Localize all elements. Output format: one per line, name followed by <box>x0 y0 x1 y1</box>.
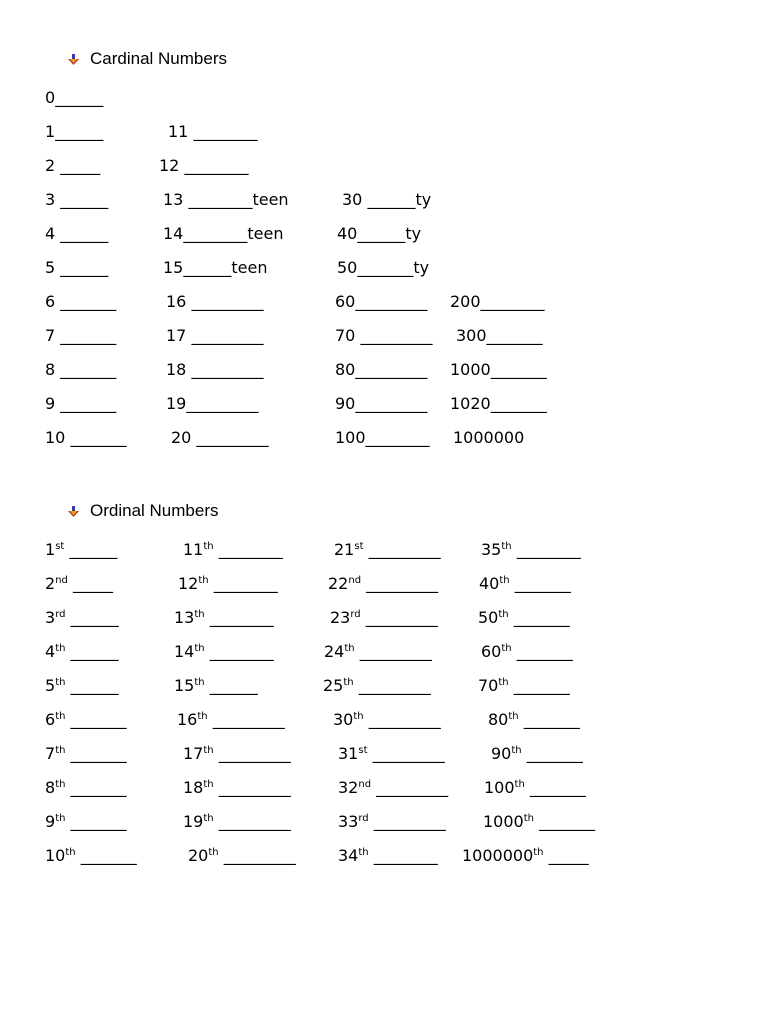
ordinal-number: 30 <box>333 710 354 729</box>
cardinal-number: 90 <box>335 394 356 413</box>
cardinal-row <box>0 359 768 381</box>
answer-blank: ________ <box>183 224 248 243</box>
cardinal-number: 200 <box>450 292 481 311</box>
ordinal-number: 12 <box>178 574 199 593</box>
cardinal-entry <box>45 155 100 177</box>
cardinal-entry <box>335 291 427 313</box>
cardinal-entry <box>171 427 268 449</box>
ordinal-number: 24 <box>324 642 345 661</box>
answer-blank: _______ <box>511 642 573 661</box>
answer-blank: _________ <box>355 394 428 413</box>
cardinal-entry <box>335 325 432 347</box>
cardinal-number: 50 <box>337 258 358 277</box>
cardinal-number: 15 <box>163 258 184 277</box>
cardinal-entry <box>450 291 545 313</box>
cardinal-entry <box>456 325 543 347</box>
answer-blank: ______ <box>367 190 416 209</box>
ordinal-number: 22 <box>328 574 349 593</box>
ordinal-suffix: rd <box>358 813 369 824</box>
answer-blank: _______ <box>70 428 127 447</box>
answer-blank: ________ <box>193 122 258 141</box>
ordinal-number: 32 <box>338 778 359 797</box>
ordinal-number: 1 <box>45 540 56 559</box>
cardinal-number: 10 <box>45 428 71 447</box>
cardinal-number: 60 <box>335 292 356 311</box>
ordinal-entry <box>479 573 571 595</box>
answer-blank: _____ <box>60 156 101 175</box>
answer-blank: _______ <box>508 676 570 695</box>
cardinal-number: 6 <box>45 292 61 311</box>
cardinal-number: 12 <box>159 156 185 175</box>
ordinal-title: Ordinal Numbers <box>90 501 219 520</box>
answer-blank: ________ <box>365 428 430 447</box>
cardinal-number: 3 <box>45 190 61 209</box>
cardinal-number: 30 <box>342 190 368 209</box>
ordinal-entry <box>338 743 445 765</box>
answer-blank: _______ <box>490 360 547 379</box>
ordinal-suffix: th <box>511 745 522 756</box>
answer-blank: _______ <box>60 394 117 413</box>
answer-blank: _________ <box>363 540 441 559</box>
ordinal-suffix: th <box>198 575 209 586</box>
ordinal-entry <box>174 675 258 697</box>
ordinal-entry <box>462 845 589 867</box>
cardinal-entry <box>166 325 263 347</box>
answer-blank: _________ <box>213 744 291 763</box>
cardinal-entry <box>166 359 263 381</box>
answer-blank: _________ <box>355 360 428 379</box>
ordinal-entry <box>188 845 296 867</box>
ordinal-number: 80 <box>488 710 509 729</box>
answer-blank: _________ <box>353 676 431 695</box>
ordinal-entry <box>478 675 570 697</box>
ordinal-suffix: st <box>55 541 65 552</box>
cardinal-entry <box>450 393 547 415</box>
answer-blank: ______ <box>64 540 118 559</box>
cardinal-entry <box>453 427 524 449</box>
ordinal-entry <box>484 777 586 799</box>
answer-blank: _______ <box>509 574 571 593</box>
ordinal-row <box>0 607 768 629</box>
cardinal-entry <box>335 393 427 415</box>
answer-blank: ________ <box>204 642 274 661</box>
ordinal-number: 70 <box>478 676 499 695</box>
answer-blank: _________ <box>213 778 291 797</box>
ordinal-number: 20 <box>188 846 209 865</box>
ordinal-entry <box>45 539 117 561</box>
cardinal-number: 1000 <box>450 360 491 379</box>
ordinal-number: 16 <box>177 710 198 729</box>
cardinal-entry <box>45 427 126 449</box>
ordinal-suffix: st <box>358 745 368 756</box>
ordinal-suffix: th <box>55 813 66 824</box>
ordinal-suffix: th <box>344 643 355 654</box>
answer-blank: _________ <box>191 360 264 379</box>
answer-blank: _________ <box>367 744 445 763</box>
ordinal-number: 25 <box>323 676 344 695</box>
cardinal-row <box>0 155 768 177</box>
ordinal-number: 14 <box>174 642 195 661</box>
ordinal-number: 35 <box>481 540 502 559</box>
ordinal-suffix: th <box>194 677 205 688</box>
cardinal-number: 100 <box>335 428 366 447</box>
cardinal-row <box>0 291 768 313</box>
cardinal-entry <box>45 291 116 313</box>
ordinal-suffix: th <box>55 779 66 790</box>
cardinal-entry <box>45 223 108 245</box>
answer-blank: _________ <box>191 292 264 311</box>
ordinal-number: 8 <box>45 778 56 797</box>
cardinal-entry <box>166 393 258 415</box>
answer-blank: ______ <box>357 224 406 243</box>
ordinal-entry <box>45 777 127 799</box>
answer-blank: _______ <box>524 778 586 797</box>
answer-blank: _______ <box>533 812 596 831</box>
answer-blank: ________ <box>204 608 274 627</box>
ordinal-entry <box>481 539 581 561</box>
answer-blank: _________ <box>218 846 296 865</box>
cardinal-number: 7 <box>45 326 61 345</box>
ordinal-number: 18 <box>183 778 204 797</box>
ordinal-entry <box>177 709 285 731</box>
arrow-bullet-icon <box>67 53 80 66</box>
ordinal-number: 11 <box>183 540 204 559</box>
answer-blank: ________ <box>188 190 253 209</box>
ordinal-suffix: th <box>65 847 76 858</box>
ordinal-number: 10 <box>45 846 66 865</box>
cardinal-row <box>0 87 768 109</box>
ordinal-suffix: th <box>55 677 66 688</box>
answer-blank: _______ <box>65 778 127 797</box>
cardinal-number: 1000000 <box>453 428 525 447</box>
answer-blank: ______ <box>183 258 232 277</box>
cardinal-entry <box>450 359 547 381</box>
ordinal-suffix: th <box>523 813 534 824</box>
ordinal-entry <box>491 743 583 765</box>
answer-blank: ______ <box>65 608 119 627</box>
ordinal-number: 40 <box>479 574 500 593</box>
ordinal-number: 17 <box>183 744 204 763</box>
ordinal-entry <box>174 607 274 629</box>
cardinal-entry <box>166 291 263 313</box>
arrow-bullet-icon <box>67 505 80 518</box>
answer-blank: _______ <box>65 812 127 831</box>
ordinal-suffix: th <box>498 609 509 620</box>
word-suffix: ty <box>415 190 432 209</box>
ordinal-entry <box>483 811 595 833</box>
cardinal-number: 70 <box>335 326 361 345</box>
ordinal-suffix: th <box>501 643 512 654</box>
cardinal-number: 2 <box>45 156 61 175</box>
ordinal-entry <box>45 675 119 697</box>
ordinal-number: 6 <box>45 710 56 729</box>
ordinal-row <box>0 845 768 867</box>
word-suffix: ty <box>413 258 430 277</box>
ordinal-number: 13 <box>174 608 195 627</box>
answer-blank: ________ <box>184 156 249 175</box>
ordinal-number: 1000 <box>483 812 524 831</box>
ordinal-entry <box>324 641 432 663</box>
answer-blank: _______ <box>357 258 414 277</box>
answer-blank: ________ <box>213 540 283 559</box>
answer-blank: ______ <box>204 676 258 695</box>
answer-blank: ______ <box>60 258 109 277</box>
ordinal-suffix: th <box>343 677 354 688</box>
cardinal-number: 0 <box>45 88 56 107</box>
ordinal-row <box>0 709 768 731</box>
ordinal-entry <box>323 675 431 697</box>
ordinal-suffix: th <box>194 609 205 620</box>
cardinal-entry <box>337 257 429 279</box>
ordinal-suffix: th <box>358 847 369 858</box>
answer-blank: _________ <box>191 326 264 345</box>
cardinal-number: 300 <box>456 326 487 345</box>
ordinal-entry <box>45 573 113 595</box>
answer-blank: ________ <box>208 574 278 593</box>
ordinal-suffix: th <box>203 541 214 552</box>
answer-blank: _______ <box>65 710 127 729</box>
cardinal-number: 20 <box>171 428 197 447</box>
word-suffix: ty <box>405 224 422 243</box>
ordinal-row <box>0 777 768 799</box>
cardinal-row <box>0 257 768 279</box>
answer-blank: ________ <box>368 846 438 865</box>
answer-blank: _________ <box>186 394 259 413</box>
answer-blank: _________ <box>368 812 446 831</box>
cardinal-number: 80 <box>335 360 356 379</box>
ordinal-suffix: rd <box>55 609 66 620</box>
ordinal-row <box>0 811 768 833</box>
ordinal-suffix: th <box>194 643 205 654</box>
ordinal-number: 9 <box>45 812 56 831</box>
ordinal-entry <box>183 811 291 833</box>
ordinal-number: 50 <box>478 608 499 627</box>
answer-blank: ______ <box>65 676 119 695</box>
ordinal-heading <box>67 501 219 521</box>
cardinal-entry <box>45 393 116 415</box>
ordinal-suffix: th <box>55 745 66 756</box>
ordinal-entry <box>45 811 127 833</box>
answer-blank: _______ <box>518 710 580 729</box>
cardinal-row <box>0 325 768 347</box>
answer-blank: _______ <box>60 360 117 379</box>
ordinal-entry <box>45 743 127 765</box>
ordinal-suffix: th <box>508 711 519 722</box>
cardinal-entry <box>335 359 427 381</box>
ordinal-entry <box>183 743 291 765</box>
ordinal-entry <box>183 777 291 799</box>
cardinal-number: 13 <box>163 190 189 209</box>
answer-blank: _________ <box>196 428 269 447</box>
ordinal-row <box>0 641 768 663</box>
ordinal-row <box>0 539 768 561</box>
answer-blank: _______ <box>65 744 127 763</box>
ordinal-number: 31 <box>338 744 359 763</box>
answer-blank: _________ <box>207 710 285 729</box>
cardinal-entry <box>163 223 283 245</box>
answer-blank: _________ <box>360 608 438 627</box>
answer-blank: _______ <box>75 846 137 865</box>
cardinal-number: 11 <box>168 122 194 141</box>
ordinal-number: 4 <box>45 642 56 661</box>
ordinal-number: 23 <box>330 608 351 627</box>
ordinal-entry <box>338 777 448 799</box>
ordinal-entry <box>328 573 438 595</box>
cardinal-entry <box>168 121 257 143</box>
answer-blank: _________ <box>360 326 433 345</box>
word-suffix: teen <box>252 190 289 209</box>
ordinal-suffix: th <box>203 745 214 756</box>
answer-blank: ________ <box>511 540 581 559</box>
ordinal-number: 90 <box>491 744 512 763</box>
ordinal-number: 2 <box>45 574 56 593</box>
ordinal-number: 60 <box>481 642 502 661</box>
ordinal-number: 19 <box>183 812 204 831</box>
ordinal-suffix: th <box>208 847 219 858</box>
ordinal-suffix: th <box>353 711 364 722</box>
answer-blank: ______ <box>60 224 109 243</box>
ordinal-number: 15 <box>174 676 195 695</box>
ordinal-row <box>0 675 768 697</box>
ordinal-suffix: th <box>203 813 214 824</box>
ordinal-suffix: th <box>514 779 525 790</box>
ordinal-number: 34 <box>338 846 359 865</box>
answer-blank: _______ <box>486 326 543 345</box>
ordinal-suffix: th <box>203 779 214 790</box>
ordinal-suffix: rd <box>350 609 361 620</box>
ordinal-entry <box>183 539 283 561</box>
ordinal-entry <box>338 811 446 833</box>
answer-blank: _______ <box>60 326 117 345</box>
ordinal-suffix: nd <box>348 575 362 586</box>
ordinal-suffix: nd <box>55 575 68 586</box>
ordinal-number: 33 <box>338 812 359 831</box>
ordinal-suffix: nd <box>358 779 372 790</box>
ordinal-entry <box>333 709 441 731</box>
cardinal-entry <box>45 121 103 143</box>
ordinal-entry <box>178 573 278 595</box>
ordinal-suffix: th <box>501 541 512 552</box>
answer-blank: _________ <box>371 778 449 797</box>
ordinal-suffix: th <box>55 711 66 722</box>
ordinal-number: 3 <box>45 608 56 627</box>
cardinal-entry <box>163 189 289 211</box>
cardinal-number: 19 <box>166 394 187 413</box>
cardinal-entry <box>335 427 430 449</box>
answer-blank: _________ <box>361 574 439 593</box>
ordinal-row <box>0 743 768 765</box>
word-suffix: teen <box>247 224 284 243</box>
ordinal-entry <box>478 607 570 629</box>
cardinal-number: 40 <box>337 224 358 243</box>
cardinal-entry <box>45 325 116 347</box>
cardinal-entry <box>45 359 116 381</box>
answer-blank: _______ <box>508 608 570 627</box>
answer-blank: ________ <box>480 292 545 311</box>
ordinal-entry <box>330 607 438 629</box>
ordinal-entry <box>334 539 441 561</box>
cardinal-number: 18 <box>166 360 192 379</box>
cardinal-number: 14 <box>163 224 184 243</box>
ordinal-entry <box>45 845 137 867</box>
answer-blank: ______ <box>55 88 104 107</box>
cardinal-number: 9 <box>45 394 61 413</box>
ordinal-suffix: st <box>354 541 364 552</box>
answer-blank: _______ <box>521 744 583 763</box>
ordinal-entry <box>174 641 274 663</box>
answer-blank: _________ <box>213 812 291 831</box>
answer-blank: _____ <box>543 846 589 865</box>
cardinal-entry <box>159 155 248 177</box>
answer-blank: ______ <box>60 190 109 209</box>
word-suffix: teen <box>231 258 268 277</box>
cardinal-number: 17 <box>166 326 192 345</box>
cardinal-row <box>0 121 768 143</box>
ordinal-suffix: th <box>499 575 510 586</box>
ordinal-suffix: th <box>197 711 208 722</box>
ordinal-number: 7 <box>45 744 56 763</box>
cardinal-entry <box>337 223 421 245</box>
ordinal-number: 21 <box>334 540 355 559</box>
ordinal-entry <box>481 641 573 663</box>
answer-blank: _____ <box>67 574 113 593</box>
cardinal-row <box>0 223 768 245</box>
ordinal-suffix: th <box>533 847 544 858</box>
cardinal-row <box>0 427 768 449</box>
ordinal-entry <box>488 709 580 731</box>
cardinal-number: 1 <box>45 122 56 141</box>
cardinal-title: Cardinal Numbers <box>90 49 227 68</box>
cardinal-entry <box>163 257 267 279</box>
cardinal-number: 1020 <box>450 394 491 413</box>
cardinal-row <box>0 189 768 211</box>
ordinal-row <box>0 573 768 595</box>
cardinal-number: 5 <box>45 258 61 277</box>
answer-blank: _________ <box>363 710 441 729</box>
cardinal-entry <box>45 87 103 109</box>
cardinal-heading <box>67 49 227 69</box>
answer-blank: _________ <box>355 292 428 311</box>
ordinal-suffix: th <box>498 677 509 688</box>
ordinal-number: 100 <box>484 778 515 797</box>
cardinal-number: 4 <box>45 224 61 243</box>
cardinal-row <box>0 393 768 415</box>
ordinal-entry <box>45 641 119 663</box>
ordinal-entry <box>45 607 119 629</box>
cardinal-number: 8 <box>45 360 61 379</box>
answer-blank: _______ <box>490 394 547 413</box>
ordinal-number: 5 <box>45 676 56 695</box>
ordinal-entry <box>45 709 127 731</box>
cardinal-number: 16 <box>166 292 192 311</box>
answer-blank: _________ <box>354 642 432 661</box>
ordinal-suffix: th <box>55 643 66 654</box>
cardinal-entry <box>45 189 108 211</box>
cardinal-entry <box>342 189 431 211</box>
answer-blank: _______ <box>60 292 117 311</box>
ordinal-entry <box>338 845 438 867</box>
cardinal-entry <box>45 257 108 279</box>
answer-blank: ______ <box>65 642 119 661</box>
answer-blank: ______ <box>55 122 104 141</box>
ordinal-number: 1000000 <box>462 846 534 865</box>
